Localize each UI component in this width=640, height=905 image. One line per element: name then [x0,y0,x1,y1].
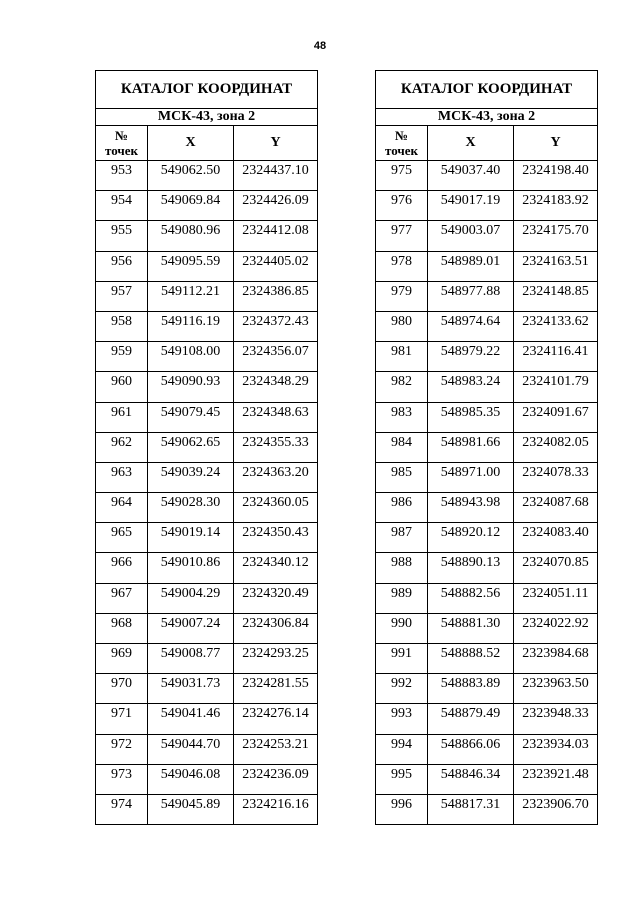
table-row [376,432,598,462]
point-number-cell: 953 [96,161,148,191]
x-coordinate-cell: 548879.49 [428,704,514,734]
x-coordinate-cell: 549004.29 [148,583,234,613]
y-coordinate-cell: 2324320.49 [234,583,318,613]
y-coordinate-cell: 2324078.33 [514,462,598,492]
point-number-cell: 960 [96,372,148,402]
x-coordinate-cell: 549080.96 [148,221,234,251]
point-number-cell: 977 [376,221,428,251]
table-row [376,161,598,191]
x-coordinate-cell: 548920.12 [428,523,514,553]
y-coordinate-cell: 2324356.07 [234,342,318,372]
x-coordinate-cell: 549019.14 [148,523,234,553]
table-row [96,583,318,613]
point-number-cell: 971 [96,704,148,734]
x-coordinate-cell: 549028.30 [148,493,234,523]
x-coordinate-cell: 549037.40 [428,161,514,191]
point-number-cell: 996 [376,794,428,824]
y-coordinate-cell: 2324386.85 [234,281,318,311]
point-number-cell: 978 [376,251,428,281]
column-header-y: Y [234,126,318,161]
y-coordinate-cell: 2324051.11 [514,583,598,613]
point-number-cell: 962 [96,432,148,462]
x-coordinate-cell: 549090.93 [148,372,234,402]
table-row [376,794,598,824]
point-number-cell: 974 [96,794,148,824]
y-coordinate-cell: 2324348.29 [234,372,318,402]
table-row [96,704,318,734]
x-coordinate-cell: 549007.24 [148,613,234,643]
table-row [376,613,598,643]
point-number-cell: 968 [96,613,148,643]
table-row [376,583,598,613]
y-coordinate-cell: 2324148.85 [514,281,598,311]
table-row [376,462,598,492]
table-row [376,493,598,523]
header-num-sign: № [114,128,129,143]
catalog-title: КАТАЛОГ КООРДИНАТ [96,71,318,109]
x-coordinate-cell: 548882.56 [428,583,514,613]
y-coordinate-cell: 2324355.33 [234,432,318,462]
x-coordinate-cell: 548981.66 [428,432,514,462]
table-row [376,402,598,432]
point-number-cell: 991 [376,644,428,674]
table-row [376,372,598,402]
table-row [96,644,318,674]
point-number-cell: 961 [96,402,148,432]
y-coordinate-cell: 2324306.84 [234,613,318,643]
table-row [96,311,318,341]
y-coordinate-cell: 2324216.16 [234,794,318,824]
y-coordinate-cell: 2323921.48 [514,764,598,794]
table-row [96,553,318,583]
y-coordinate-cell: 2324253.21 [234,734,318,764]
point-number-cell: 975 [376,161,428,191]
table-row [96,674,318,704]
table-row [376,553,598,583]
point-number-cell: 986 [376,493,428,523]
page-number: 48 [313,40,327,52]
y-coordinate-cell: 2324175.70 [514,221,598,251]
x-coordinate-cell: 548881.30 [428,613,514,643]
point-number-cell: 985 [376,462,428,492]
x-coordinate-cell: 549112.21 [148,281,234,311]
x-coordinate-cell: 548846.34 [428,764,514,794]
coordinate-catalog-table-left [95,70,318,825]
table-row [376,523,598,553]
table-row [376,764,598,794]
y-coordinate-cell: 2324087.68 [514,493,598,523]
table-row [96,734,318,764]
table-row [376,281,598,311]
y-coordinate-cell: 2323934.03 [514,734,598,764]
table-row [376,734,598,764]
x-coordinate-cell: 548943.98 [428,493,514,523]
table-row [96,342,318,372]
table-row [376,342,598,372]
header-num-label: точек [385,143,418,158]
y-coordinate-cell: 2324348.63 [234,402,318,432]
y-coordinate-cell: 2324116.41 [514,342,598,372]
table-row [96,221,318,251]
point-number-cell: 969 [96,644,148,674]
x-coordinate-cell: 548989.01 [428,251,514,281]
y-coordinate-cell: 2324360.05 [234,493,318,523]
x-coordinate-cell: 548985.35 [428,402,514,432]
point-number-cell: 979 [376,281,428,311]
x-coordinate-cell: 549039.24 [148,462,234,492]
catalog-subtitle: МСК-43, зона 2 [96,109,318,126]
x-coordinate-cell: 548974.64 [428,311,514,341]
coordinate-catalog-table-right [375,70,598,825]
x-coordinate-cell: 549095.59 [148,251,234,281]
y-coordinate-cell: 2324091.67 [514,402,598,432]
y-coordinate-cell: 2324363.20 [234,462,318,492]
point-number-cell: 984 [376,432,428,462]
y-coordinate-cell: 2324101.79 [514,372,598,402]
y-coordinate-cell: 2324350.43 [234,523,318,553]
point-number-cell: 992 [376,674,428,704]
point-number-cell: 980 [376,311,428,341]
x-coordinate-cell: 549046.08 [148,764,234,794]
table-row [376,674,598,704]
table-row [376,191,598,221]
point-number-cell: 981 [376,342,428,372]
y-coordinate-cell: 2324372.43 [234,311,318,341]
column-header-point-number [376,126,428,161]
point-number-cell: 964 [96,493,148,523]
y-coordinate-cell: 2324437.10 [234,161,318,191]
x-coordinate-cell: 548979.22 [428,342,514,372]
point-number-cell: 965 [96,523,148,553]
point-number-cell: 982 [376,372,428,402]
table-row [376,221,598,251]
y-coordinate-cell: 2324281.55 [234,674,318,704]
x-coordinate-cell: 549041.46 [148,704,234,734]
x-coordinate-cell: 548977.88 [428,281,514,311]
y-coordinate-cell: 2324340.12 [234,553,318,583]
point-number-cell: 990 [376,613,428,643]
x-coordinate-cell: 549008.77 [148,644,234,674]
point-number-cell: 956 [96,251,148,281]
y-coordinate-cell: 2324276.14 [234,704,318,734]
x-coordinate-cell: 548883.89 [428,674,514,704]
point-number-cell: 954 [96,191,148,221]
point-number-cell: 970 [96,674,148,704]
y-coordinate-cell: 2324236.09 [234,764,318,794]
table-row [96,764,318,794]
point-number-cell: 958 [96,311,148,341]
point-number-cell: 957 [96,281,148,311]
table-row [96,372,318,402]
point-number-cell: 983 [376,402,428,432]
y-coordinate-cell: 2323984.68 [514,644,598,674]
x-coordinate-cell: 549010.86 [148,553,234,583]
x-coordinate-cell: 549044.70 [148,734,234,764]
point-number-cell: 993 [376,704,428,734]
table-row [96,161,318,191]
y-coordinate-cell: 2324412.08 [234,221,318,251]
catalog-title: КАТАЛОГ КООРДИНАТ [376,71,598,109]
point-number-cell: 966 [96,553,148,583]
catalog-subtitle: МСК-43, зона 2 [376,109,598,126]
point-number-cell: 955 [96,221,148,251]
header-num-label: точек [105,143,138,158]
table-row [96,251,318,281]
y-coordinate-cell: 2324405.02 [234,251,318,281]
x-coordinate-cell: 549062.50 [148,161,234,191]
y-coordinate-cell: 2324293.25 [234,644,318,674]
x-coordinate-cell: 549108.00 [148,342,234,372]
x-coordinate-cell: 549003.07 [428,221,514,251]
column-header-y: Y [514,126,598,161]
x-coordinate-cell: 549045.89 [148,794,234,824]
y-coordinate-cell: 2324198.40 [514,161,598,191]
x-coordinate-cell: 549069.84 [148,191,234,221]
point-number-cell: 972 [96,734,148,764]
table-row [96,613,318,643]
point-number-cell: 995 [376,764,428,794]
table-row [96,402,318,432]
table-row [376,644,598,674]
header-num-sign: № [394,128,409,143]
x-coordinate-cell: 548983.24 [428,372,514,402]
column-header-point-number [96,126,148,161]
y-coordinate-cell: 2324082.05 [514,432,598,462]
table-row [96,794,318,824]
y-coordinate-cell: 2324133.62 [514,311,598,341]
table-row [376,251,598,281]
table-row [376,311,598,341]
y-coordinate-cell: 2324083.40 [514,523,598,553]
x-coordinate-cell: 549079.45 [148,402,234,432]
table-row [96,523,318,553]
table-row [96,281,318,311]
y-coordinate-cell: 2323906.70 [514,794,598,824]
point-number-cell: 976 [376,191,428,221]
x-coordinate-cell: 548971.00 [428,462,514,492]
point-number-cell: 967 [96,583,148,613]
x-coordinate-cell: 548890.13 [428,553,514,583]
y-coordinate-cell: 2323963.50 [514,674,598,704]
y-coordinate-cell: 2324070.85 [514,553,598,583]
y-coordinate-cell: 2324022.92 [514,613,598,643]
table-row [96,432,318,462]
point-number-cell: 987 [376,523,428,553]
x-coordinate-cell: 549116.19 [148,311,234,341]
y-coordinate-cell: 2324183.92 [514,191,598,221]
x-coordinate-cell: 548888.52 [428,644,514,674]
x-coordinate-cell: 549062.65 [148,432,234,462]
point-number-cell: 959 [96,342,148,372]
x-coordinate-cell: 549031.73 [148,674,234,704]
x-coordinate-cell: 549017.19 [428,191,514,221]
table-row [96,462,318,492]
table-row [96,493,318,523]
column-header-x: X [148,126,234,161]
x-coordinate-cell: 548817.31 [428,794,514,824]
x-coordinate-cell: 548866.06 [428,734,514,764]
table-row [376,704,598,734]
column-header-x: X [428,126,514,161]
y-coordinate-cell: 2324163.51 [514,251,598,281]
point-number-cell: 973 [96,764,148,794]
point-number-cell: 988 [376,553,428,583]
point-number-cell: 963 [96,462,148,492]
point-number-cell: 989 [376,583,428,613]
y-coordinate-cell: 2323948.33 [514,704,598,734]
y-coordinate-cell: 2324426.09 [234,191,318,221]
point-number-cell: 994 [376,734,428,764]
table-row [96,191,318,221]
